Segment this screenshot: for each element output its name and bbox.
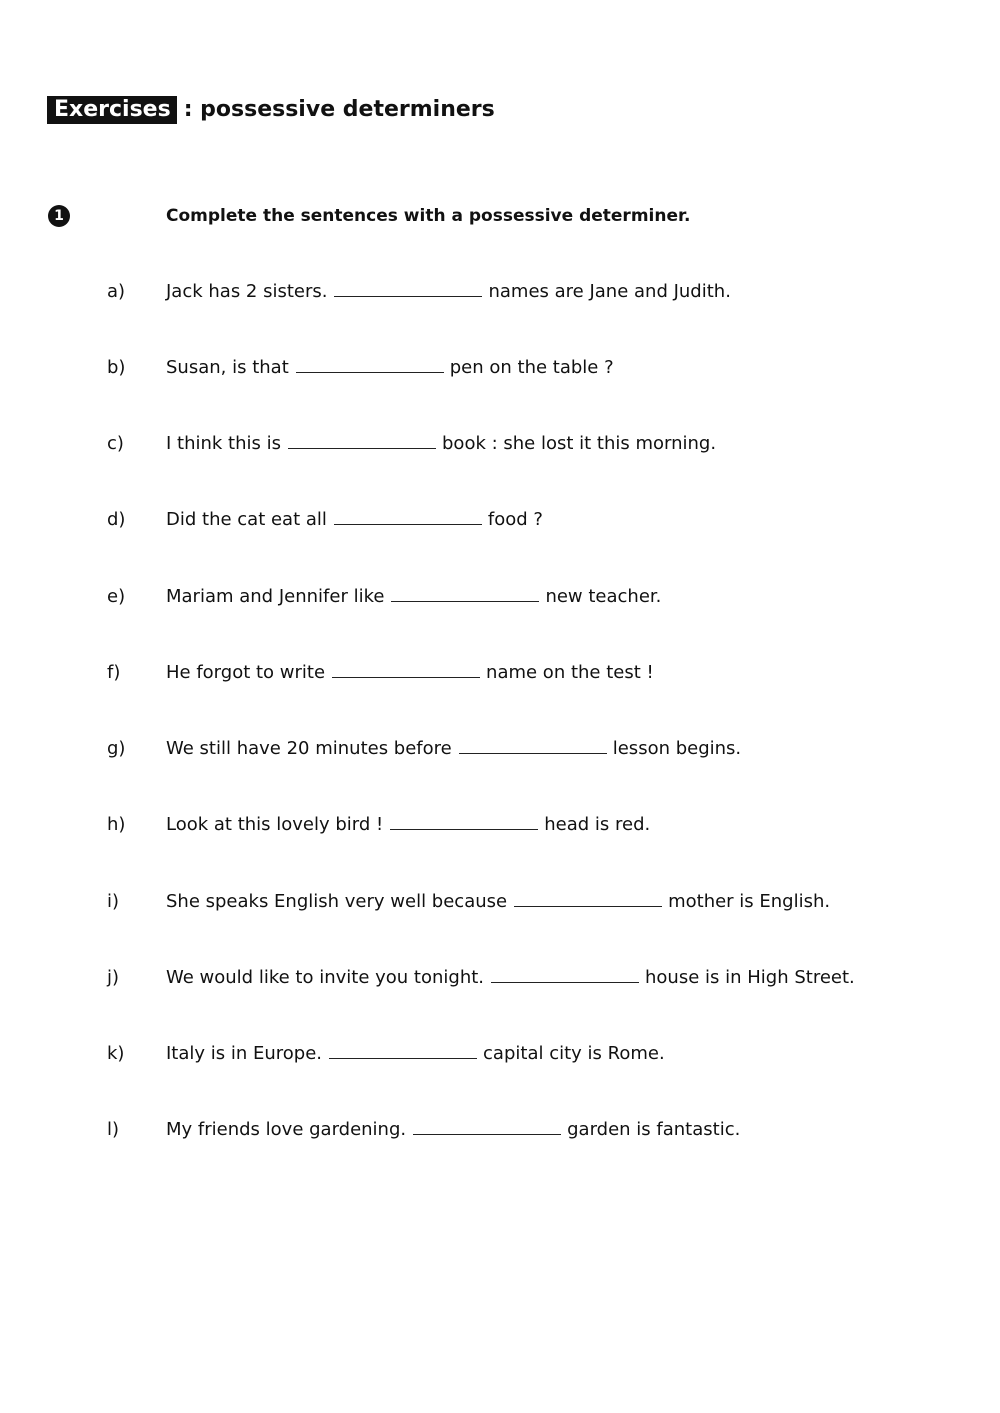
item-sentence (166, 279, 731, 305)
sentence-after: names are Jane and Judith. (488, 281, 731, 302)
sentence-after: capital city is Rome. (483, 1043, 665, 1064)
sentence-before: Mariam and Jennifer like (166, 586, 385, 607)
item-letter: e) (107, 586, 126, 607)
item-sentence (166, 355, 614, 381)
item-sentence (166, 507, 543, 533)
item-letter: g) (107, 738, 126, 759)
item-letter: i) (107, 891, 120, 912)
title-label: Exercises (47, 96, 177, 124)
item-letter: a) (107, 281, 126, 302)
exercise-item (0, 660, 1000, 686)
exercise-item (0, 965, 1000, 991)
sentence-before: Susan, is that (166, 357, 289, 378)
exercise-item (0, 1041, 1000, 1067)
sentence-before: She speaks English very well because (166, 891, 508, 912)
answer-blank[interactable] (491, 965, 639, 983)
sentence-after: garden is fantastic. (567, 1119, 741, 1140)
answer-blank[interactable] (514, 889, 662, 907)
sentence-before: We would like to invite you tonight. (166, 967, 485, 988)
item-letter: f) (107, 662, 121, 683)
sentence-after: book : she lost it this morning. (442, 433, 717, 454)
item-letter: j) (107, 967, 120, 988)
sentence-after: mother is English. (668, 891, 831, 912)
exercise-item (0, 584, 1000, 610)
exercise-item (0, 279, 1000, 305)
sentence-after: house is in High Street. (645, 967, 855, 988)
item-sentence (166, 660, 654, 686)
item-sentence (166, 431, 716, 457)
answer-blank[interactable] (334, 507, 482, 525)
sentence-after: new teacher. (545, 586, 662, 607)
exercise-number-badge: 1 (48, 205, 70, 227)
exercise-item (0, 889, 1000, 915)
sentence-before: Did the cat eat all (166, 509, 327, 530)
sentence-before: I think this is (166, 433, 281, 454)
exercise-instruction: Complete the sentences with a possessive determiner. (166, 206, 691, 226)
item-letter: h) (107, 814, 126, 835)
exercise-item (0, 355, 1000, 381)
answer-blank[interactable] (413, 1117, 561, 1135)
item-sentence (166, 584, 661, 610)
item-letter: b) (107, 357, 126, 378)
item-sentence (166, 736, 741, 762)
item-letter: k) (107, 1043, 125, 1064)
sentence-after: head is red. (544, 814, 651, 835)
item-letter: l) (107, 1119, 120, 1140)
answer-blank[interactable] (329, 1041, 477, 1059)
exercise-item (0, 1117, 1000, 1143)
sentence-after: lesson begins. (612, 738, 742, 759)
sentence-before: Jack has 2 sisters. (166, 281, 328, 302)
item-letter: d) (107, 509, 126, 530)
answer-blank[interactable] (459, 736, 607, 754)
answer-blank[interactable] (391, 584, 539, 602)
title-subject: : possessive determiners (183, 97, 495, 122)
sentence-before: Look at this lovely bird ! (166, 814, 384, 835)
answer-blank[interactable] (332, 660, 480, 678)
answer-blank[interactable] (288, 431, 436, 449)
sentence-before: He forgot to write (166, 662, 326, 683)
page-title (47, 95, 495, 125)
exercise-item (0, 812, 1000, 838)
item-sentence (166, 1117, 740, 1143)
sentence-after: pen on the table ? (449, 357, 614, 378)
answer-blank[interactable] (334, 279, 482, 297)
exercise-item (0, 507, 1000, 533)
exercise-item (0, 431, 1000, 457)
exercise-item (0, 736, 1000, 762)
sentence-after: food ? (487, 509, 543, 530)
answer-blank[interactable] (390, 812, 538, 830)
item-sentence (166, 812, 650, 838)
item-letter: c) (107, 433, 124, 454)
item-sentence (166, 889, 830, 915)
sentence-before: Italy is in Europe. (166, 1043, 323, 1064)
answer-blank[interactable] (296, 355, 444, 373)
sentence-after: name on the test ! (486, 662, 654, 683)
sentence-before: My friends love gardening. (166, 1119, 407, 1140)
item-sentence (166, 965, 855, 991)
sentence-before: We still have 20 minutes before (166, 738, 452, 759)
item-sentence (166, 1041, 665, 1067)
